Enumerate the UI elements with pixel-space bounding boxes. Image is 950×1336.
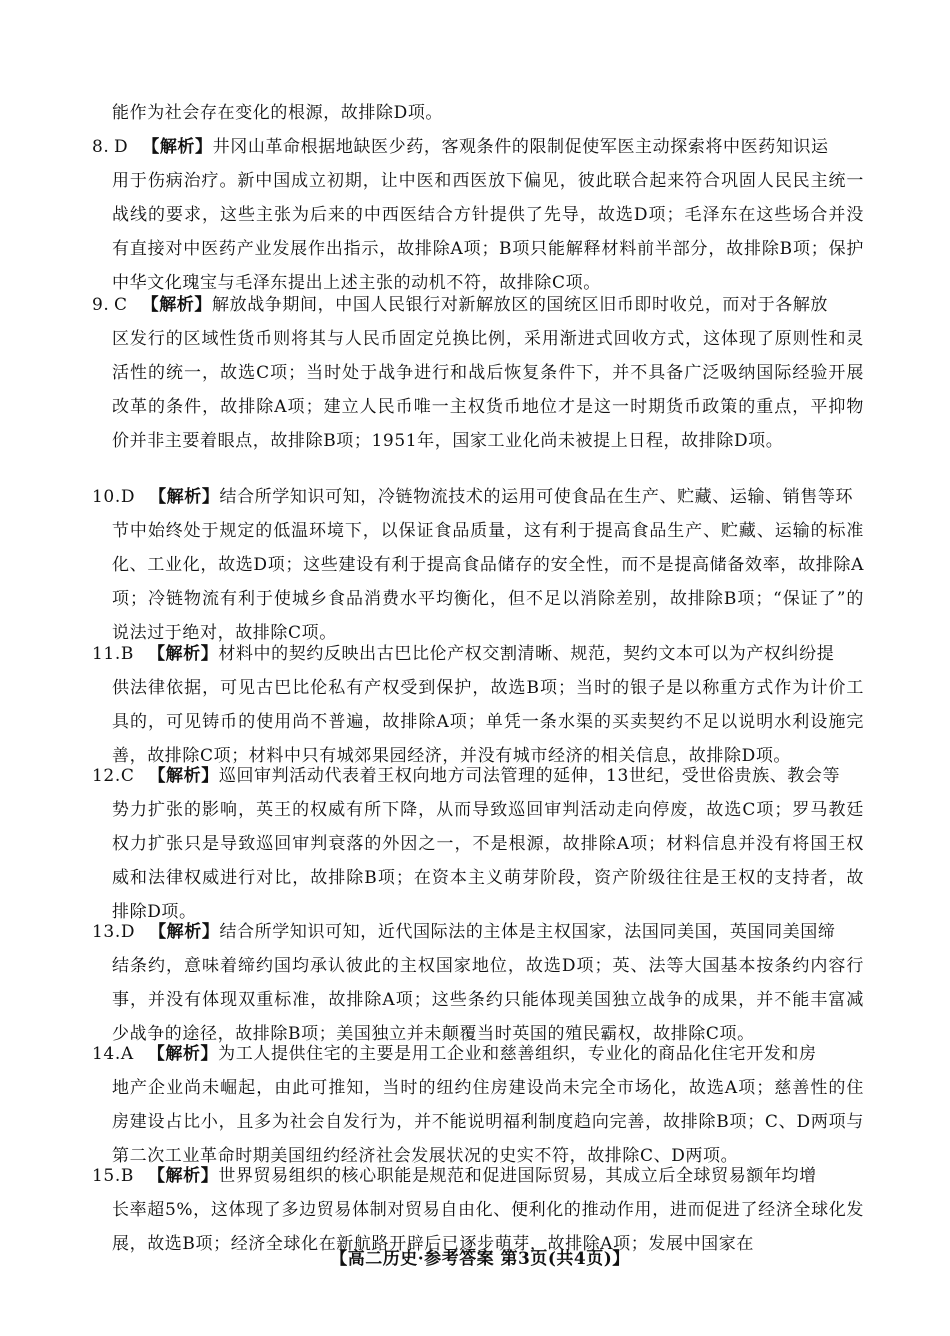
analysis-tag: 【解析】	[149, 922, 220, 942]
item-first-line	[92, 1037, 864, 1071]
item-answer: D	[120, 922, 136, 942]
page-footer: 【高二历史·参考答案 第3页(共4页)】	[330, 1249, 630, 1269]
item-first-text: 结合所学知识可知，近代国际法的主体是主权国家，法国同美国，英国同美国缔	[219, 922, 836, 942]
item-number: 9.	[92, 295, 110, 315]
item-explanation: 结条约，意味着缔约国均承认彼此的主权国家地位，故选D项；英、法等大国基本按条约内容行事，并没有体现双重标准，故排除A项；这些条约只能体现美国独立战争的成果，并不能丰富减少战争的途径，故排除B项；美国独立并未颠覆当时英国的殖民霸权，故排除C项。	[112, 956, 864, 1044]
item-explanation: 供法律依据，可见古巴比伦私有产权受到保护，故选B项；当时的银子是以称重方式作为计价工具的，可见铸币的使用尚不普遍，故排除A项；单凭一条水渠的买卖契约不足以说明水利设施完善，故排除C项；材料中只有城郊果园经济，并没有城市经济的相关信息，故排除D项。	[112, 678, 864, 766]
item-first-line	[92, 480, 864, 514]
answer-item-10	[92, 480, 864, 650]
analysis-tag: 【解析】	[142, 137, 213, 157]
item-answer: C	[120, 766, 135, 786]
item-first-line	[92, 915, 864, 949]
analysis-tag: 【解析】	[141, 295, 213, 315]
item-answer: B	[120, 644, 134, 664]
item-number: 8.	[92, 137, 110, 157]
item-answer: B	[120, 1166, 134, 1186]
item-first-text: 解放战争期间，中国人民银行对新解放区的国统区旧币即时收兑，而对于各解放	[212, 295, 829, 315]
item-explanation: 地产企业尚未崛起，由此可推知，当时的纽约住房建设尚未完全市场化，故选A项；慈善性的住房建设占比小，且多为社会自发行为，并不能说明福利制度趋向完善，故排除B项；C、D两项与第二次工业革命时期美国纽约经济社会发展状况的史实不符，故排除C、D两项。	[112, 1078, 864, 1166]
item-number: 10.	[92, 487, 121, 507]
item-explanation: 长率超5%，这体现了多边贸易体制对贸易自由化、便利化的推动作用，进而促进了经济全球化发展，故选B项；经济全球化在新航路开辟后已逐步萌芽，故排除A项；发展中国家在	[112, 1200, 864, 1254]
item-number: 13.	[92, 922, 121, 942]
analysis-tag: 【解析】	[147, 1044, 219, 1064]
answer-item-11	[92, 637, 864, 773]
item-answer: C	[114, 295, 128, 315]
item-answer: D	[120, 487, 136, 507]
answer-item-9	[92, 288, 864, 458]
item-number: 11.	[92, 644, 121, 664]
item-first-text: 为工人提供住宅的主要是用工企业和慈善组织，专业化的商品化住宅开发和房	[218, 1044, 817, 1064]
item-first-text: 井冈山革命根据地缺医少药，客观条件的限制促使军医主动探索将中医药知识运	[212, 137, 829, 157]
item-explanation: 区发行的区域性货币则将其与人民币固定兑换比例，采用渐进式回收方式，这体现了原则性和灵活性的统一，故选C项；当时处于战争进行和战后恢复条件下，并不具备广泛吸纳国际经验开展改革的条件，故排除A项；建立人民币唯一主权货币地位才是这一时期货币政策的重点，平抑物价并非主要着眼点，故排除B项；1951年，国家工业化尚未被提上日程，故排除D项。	[112, 329, 864, 451]
answer-item-8	[92, 130, 864, 300]
answer-item-12	[92, 759, 864, 929]
item-explanation: 节中始终处于规定的低温环境下，以保证食品质量，这有利于提高食品生产、贮藏、运输的标准化、工业化，故选D项；这些建设有利于提高食品储存的安全性，而不是提高储备效率，故排除A项；冷链物流有利于使城乡食品消费水平均衡化，但不足以消除差别，故排除B项；“保证了”的说法过于绝对，故排除C项。	[112, 521, 864, 643]
analysis-tag: 【解析】	[149, 487, 220, 507]
item-first-line	[92, 759, 864, 793]
answer-item-14	[92, 1037, 864, 1173]
item-first-line	[92, 288, 864, 322]
analysis-tag: 【解析】	[147, 1166, 219, 1186]
item-first-text: 世界贸易组织的核心职能是规范和促进国际贸易，其成立后全球贸易额年均增	[218, 1166, 817, 1186]
answer-item-13	[92, 915, 864, 1051]
item-first-line	[92, 637, 864, 671]
item-first-text: 材料中的契约反映出古巴比伦产权交割清晰、规范，契约文本可以为产权纠纷提	[218, 644, 835, 664]
intro-continuation: 能作为社会存在变化的根源，故排除D项。	[112, 103, 444, 123]
item-first-line	[92, 1159, 864, 1193]
item-explanation: 用于伤病治疗。新中国成立初期，让中医和西医放下偏见，彼此联合起来符合巩固人民民主统一战线的要求，这些主张为后来的中西医结合方针提供了先导，故选D项；毛泽东在这些场合并没有直接对中医药产业发展作出指示，故排除A项；B项只能解释材料前半部分，故排除B项；保护中华文化瑰宝与毛泽东提出上述主张的动机不符，故排除C项。	[112, 171, 864, 293]
item-explanation: 势力扩张的影响，英王的权威有所下降，从而导致巡回审判活动走向停废，故选C项；罗马教廷权力扩张只是导致巡回审判衰落的外因之一，不是根源，故排除A项；材料信息并没有将国王权威和法律权威进行对比，故排除B项；在资本主义萌芽阶段，资产阶级往往是王权的支持者，故排除D项。	[112, 800, 864, 922]
item-number: 14.	[92, 1044, 121, 1064]
analysis-tag: 【解析】	[148, 766, 219, 786]
item-first-text: 结合所学知识可知，冷链物流技术的运用可使食品在生产、贮藏、运输、销售等环	[219, 487, 854, 507]
item-first-line	[92, 130, 864, 164]
item-first-text: 巡回审判活动代表着王权向地方司法管理的延伸，13世纪，受世俗贵族、教会等	[218, 766, 841, 786]
item-answer: A	[120, 1044, 134, 1064]
item-number: 12.	[92, 766, 121, 786]
item-answer: D	[114, 137, 129, 157]
analysis-tag: 【解析】	[147, 644, 219, 664]
item-number: 15.	[92, 1166, 121, 1186]
